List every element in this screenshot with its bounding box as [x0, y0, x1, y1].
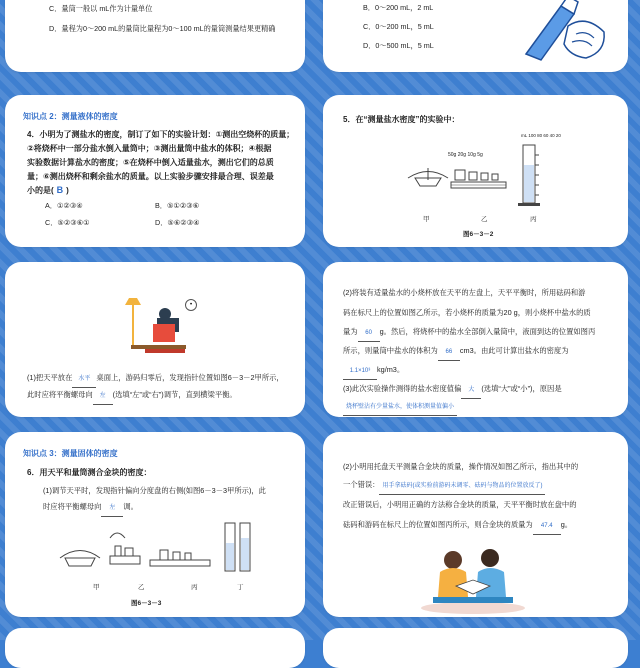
- figure-balance-series: [55, 518, 255, 578]
- answer-blank-volume: 66: [438, 346, 460, 361]
- reading-children-illustration: [418, 542, 528, 614]
- knowledge-point-tag: 知识点 3：测量固体的密度: [23, 449, 118, 458]
- figure-label-jia: 甲: [93, 584, 100, 591]
- option-d: D．⑤⑥②③④: [155, 218, 200, 227]
- clock-icon: •: [185, 299, 197, 311]
- figure-label-yi: 乙: [138, 584, 145, 591]
- l4-prefix: 砝码和游码在标尺上的位置如图丙所示，则合金块的质量为: [343, 520, 533, 529]
- question-2-line-2: [343, 478, 545, 495]
- l4-suffix: cm3。由此可计算出盐水的密度为: [459, 346, 569, 355]
- question-1-line-2: [27, 388, 237, 405]
- option-b: B．0～200 mL，2 mL: [363, 3, 434, 12]
- question-6-title: 6．用天平和量筒测合金块的密度：: [27, 468, 152, 477]
- figure-label-yi: 乙: [481, 216, 488, 223]
- slide-card-5-left: [5, 628, 305, 668]
- l2-prefix: 一个错误：: [343, 480, 380, 489]
- answer-blank-left: 左: [101, 502, 123, 517]
- knowledge-point-tag: 知识点 2：测量液体的密度: [23, 112, 118, 121]
- l6-suffix: (选填“大”或“小”)，原因是: [481, 384, 562, 393]
- slide-card-4-left: [5, 432, 305, 617]
- weights-label: 50g 20g 10g 5g: [448, 152, 483, 158]
- option-a: A．①②③④: [45, 201, 83, 210]
- question-2-line-1: (2)将装有适量盐水的小烧杯放在天平的左盘上，天平平衡时，所用砝码和游: [343, 288, 586, 297]
- answer-blank-q4: B: [56, 185, 64, 195]
- option-d: D．量程为0～200 mL的量筒比量程为0～100 mL的量筒测量结果更精确: [49, 24, 276, 33]
- q6-prefix: 时应将平衡螺母向: [43, 502, 102, 511]
- question-4-line-1: 4．小明为了测盐水的密度，制订了如下的实验计划：①测出空烧杯的质量；: [27, 130, 295, 139]
- option-c: C．量筒一般以 mL作为计量单位: [49, 4, 153, 13]
- question-1-line-1: [27, 371, 284, 388]
- answer-blank-error: 用手拿砝码(或实验前游码未调零、砝码与物品的位置放反了): [379, 480, 545, 495]
- l3-prefix: 量为: [343, 327, 358, 336]
- question-4-line-3: 实验数据计算盐水的密度；⑤在烧杯中倒入适量盐水，测出它们的总质: [27, 158, 274, 167]
- question-2-line-2: 码在标尺上的位置如图乙所示，若小烧杯的质量为20 g，则小烧杯中盐水的质: [343, 308, 591, 317]
- slide-card-2-right: [323, 95, 628, 247]
- question-4-line-5: [27, 184, 69, 198]
- cylinder-scale-label: mL 100 80 60 40 20: [521, 133, 561, 138]
- q1-prefix: (1)把天平放在: [27, 373, 73, 382]
- slide-card-5-right: [323, 628, 628, 668]
- question-4-prefix: 小的是(: [27, 186, 54, 195]
- question-4-line-4: 量；⑥测出烧杯和剩余盐水的质量。以上实验步骤安排最合理、误差最: [27, 172, 274, 181]
- q1-prefix-2: 此时应将平衡螺母向: [27, 390, 93, 399]
- figure-label-ding: 丁: [237, 584, 244, 591]
- option-b: B．⑤①②③⑥: [155, 201, 200, 210]
- q1-suffix-2: (选填“左”或“右”)调节，直到横梁平衡。: [112, 390, 237, 399]
- figure-balance-cylinder: [403, 140, 563, 225]
- answer-blank-left: 左: [93, 390, 113, 405]
- answer-blank-mass: 60: [358, 327, 380, 342]
- option-c: C．0～200 mL，5 mL: [363, 22, 434, 31]
- question-4-suffix: ): [66, 186, 69, 195]
- l5-suffix: kg/m3。: [377, 365, 405, 374]
- option-c: C．⑤②③⑥①: [45, 218, 90, 227]
- l3-suffix: g。然后，将烧杯中的盐水全部倒入量筒中，液面到达的位置如图丙: [379, 327, 596, 336]
- question-6-line-2: [43, 500, 138, 517]
- q6-suffix: 调。: [123, 502, 138, 511]
- hand-pen-illustration: [506, 0, 616, 64]
- slide-card-2-left: [5, 95, 305, 247]
- slide-card-3-left: [5, 262, 305, 417]
- question-3-line-1: [343, 382, 562, 399]
- answer-blank-mass: 47.4: [533, 520, 561, 535]
- answer-blank-horizontal: 水平: [72, 373, 96, 388]
- option-d: D．0～500 mL，5 mL: [363, 41, 434, 50]
- question-2-line-5: [343, 363, 404, 380]
- figure-caption: 图6－3－2: [463, 231, 494, 238]
- question-5-title: 5．在“测量盐水密度”的实验中：: [343, 115, 460, 124]
- question-2-line-3: 改正错误后，小明用正确的方法称合金块的质量，天平平衡时放在盘中的: [343, 500, 577, 509]
- question-2-line-1: (2)小明用托盘天平测量合金块的质量，操作情况如图乙所示，指出其中的: [343, 462, 579, 471]
- slide-card-1-right: [323, 0, 628, 72]
- figure-caption: 图6－3－3: [131, 600, 162, 607]
- answer-blank-reason: 烧杯壁沾有少量盐水，使体积测量值偏小: [343, 401, 457, 416]
- question-2-line-4: [343, 344, 569, 361]
- answer-blank-density: 1.1×10³: [343, 365, 377, 380]
- l4-suffix: g。: [560, 520, 573, 529]
- question-3-line-2: [343, 399, 457, 416]
- slide-card-4-right: [323, 432, 628, 617]
- figure-label-bing: 丙: [530, 216, 537, 223]
- q1-suffix: 桌面上，游码归零后，发现指针位置如图6－3－2甲所示，: [96, 373, 284, 382]
- answer-blank-large: 大: [461, 384, 481, 399]
- figure-label-bing: 丙: [191, 584, 198, 591]
- question-2-line-3: [343, 325, 595, 342]
- question-4-line-2: ②将烧杯中一部分盐水倒入量筒中；③测出量筒中盐水的体积；④根据: [27, 144, 272, 153]
- l6-prefix: (3)此次实验操作测得的盐水密度值偏: [343, 384, 462, 393]
- l4-prefix: 所示，则量筒中盐水的体积为: [343, 346, 438, 355]
- question-2-line-4: [343, 518, 572, 535]
- figure-label-jia: 甲: [423, 216, 430, 223]
- slide-card-1-left: [5, 0, 305, 72]
- slide-card-3-right: [323, 262, 628, 417]
- question-6-line-1: (1)调节天平时，发现指针偏向分度盘的右侧(如图6－3－3甲所示)，此: [43, 486, 266, 495]
